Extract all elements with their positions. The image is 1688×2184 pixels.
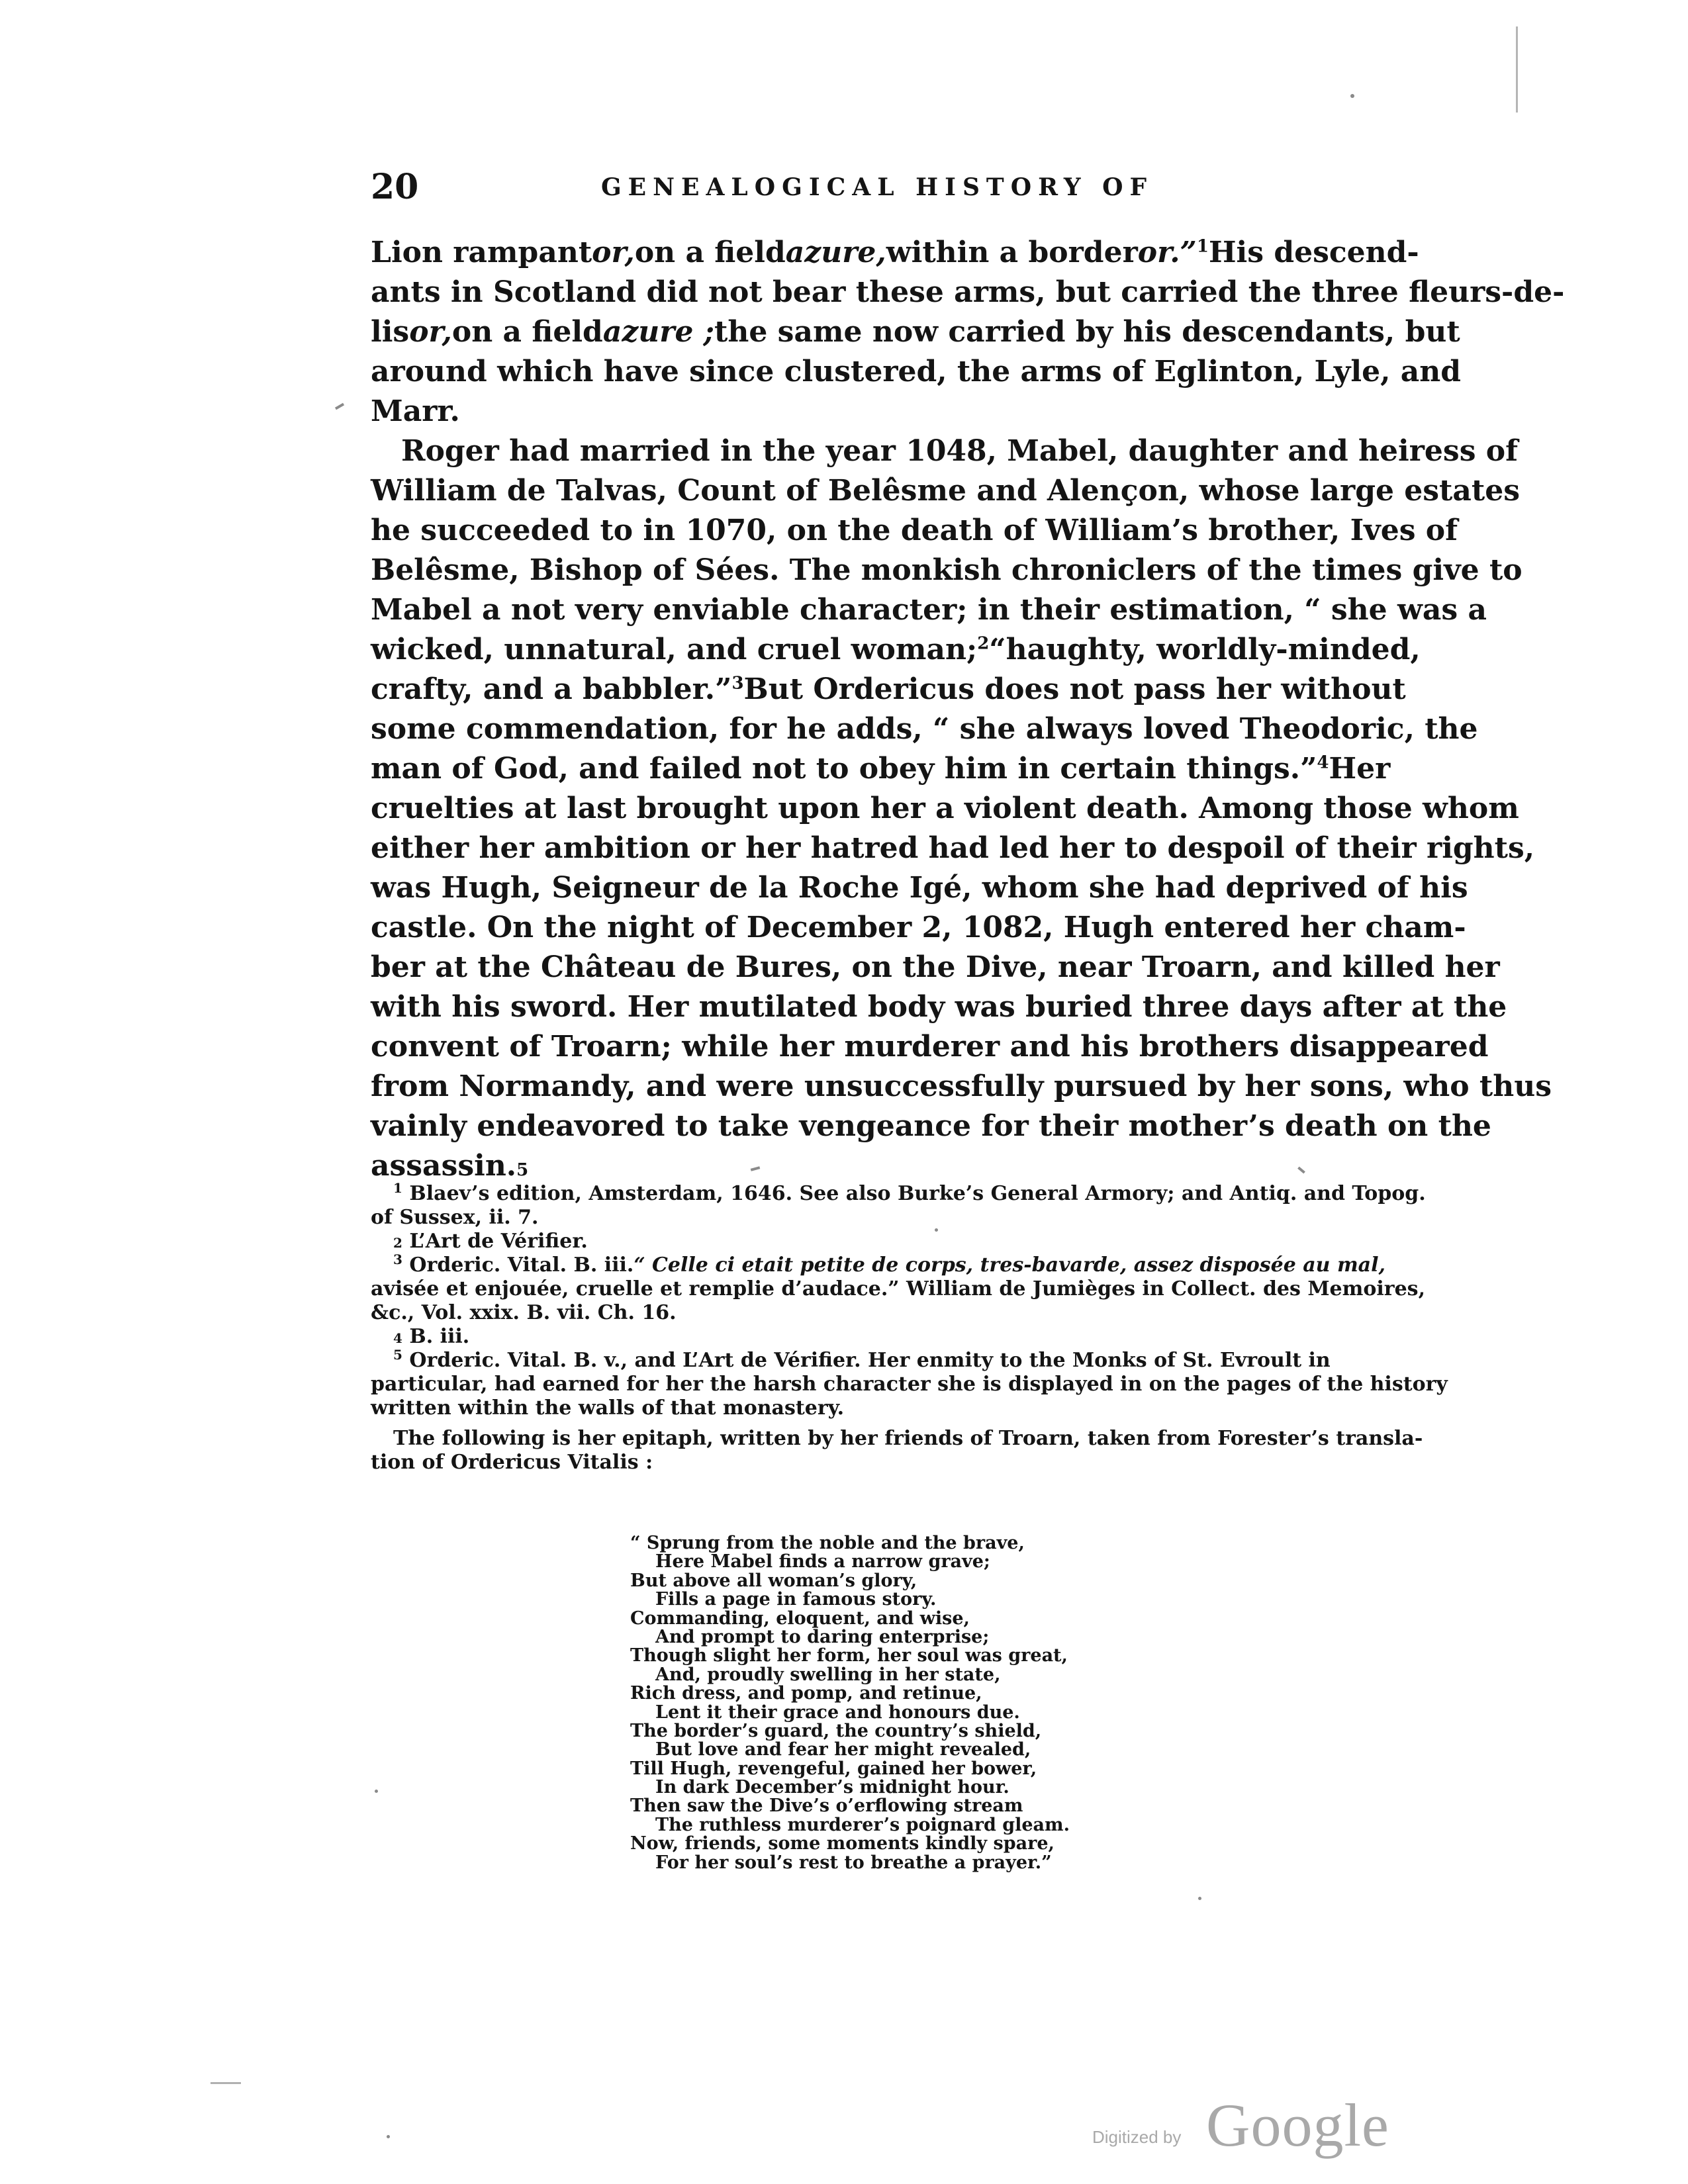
footnote-line: written within the walls of that monastery. bbox=[371, 1396, 845, 1420]
body-line: from Normandy, and were unsuccessfully pursued by her sons, who thus bbox=[371, 1069, 1552, 1103]
word: the same now carried by his descendants, but bbox=[714, 315, 1460, 349]
scan-mark bbox=[1516, 26, 1518, 113]
poem-line: “ Sprung from the noble and the brave, bbox=[630, 1533, 1025, 1553]
footnote-content: B. iii. bbox=[409, 1325, 470, 1348]
poem-line: The border’s guard, the country’s shield, bbox=[630, 1720, 1042, 1741]
body-line: was Hugh, Seigneur de la Roche Igé, whom she had deprived of his bbox=[371, 871, 1468, 905]
scan-mark bbox=[211, 2082, 241, 2084]
word: “haughty, worldly-minded, bbox=[989, 633, 1421, 666]
scan-mark bbox=[935, 1228, 938, 1232]
poem-line: Fills a page in famous story. bbox=[655, 1589, 937, 1610]
body-line: some commendation, for he adds, “ she always loved Theodoric, the bbox=[371, 712, 1478, 746]
footnote-number: 5 bbox=[393, 1347, 402, 1363]
word: within a border bbox=[886, 236, 1138, 269]
footnote-ref: 2 bbox=[977, 633, 990, 654]
scan-mark bbox=[1350, 94, 1354, 98]
italic-term: or, bbox=[592, 236, 635, 269]
body-text bbox=[371, 233, 1565, 1186]
footnote-ref: 1 bbox=[1196, 236, 1209, 257]
word: man of God, and failed not to obey him in certain things.” bbox=[371, 752, 1317, 786]
body-line: convent of Troarn; while her murderer and his brothers disappeared bbox=[371, 1030, 1489, 1064]
word: His descend- bbox=[1208, 236, 1419, 269]
poem-line: And prompt to daring enterprise; bbox=[655, 1626, 990, 1647]
footnote-line: of Sussex, ii. 7. bbox=[371, 1206, 539, 1229]
body-line bbox=[371, 749, 1391, 789]
watermark-digitized-text: Digitized by bbox=[1092, 2127, 1182, 2147]
poem-line: For her soul’s rest to breathe a prayer.” bbox=[655, 1852, 1052, 1873]
body-line: Roger had married in the year 1048, Mabel, daughter and heiress of bbox=[401, 434, 1519, 468]
footnote-ref: 4 bbox=[1317, 752, 1329, 773]
scan-mark bbox=[387, 2135, 390, 2138]
word: crafty, and a babbler.” bbox=[371, 672, 732, 706]
poem-line: Lent it their grace and honours due. bbox=[655, 1702, 1020, 1723]
footnote-line bbox=[371, 1349, 1383, 1373]
poem-line: But above all woman’s glory, bbox=[630, 1570, 917, 1591]
poem-line: Then saw the Dive’s o’erflowing stream bbox=[630, 1796, 1023, 1817]
italic-term: azure ; bbox=[602, 315, 715, 349]
epitaph-intro: The following is her epitaph, written by her friends of Troarn, taken from Forester’s transla- bbox=[393, 1427, 1423, 1450]
word-group bbox=[1138, 233, 1209, 273]
google-watermark bbox=[1092, 2090, 1410, 2163]
poem-line: Here Mabel finds a narrow grave; bbox=[655, 1551, 990, 1572]
footnote-number: 1 bbox=[393, 1180, 402, 1196]
footnote-text bbox=[393, 1253, 633, 1277]
running-head: GENEALOGICAL HISTORY OF bbox=[600, 173, 1154, 201]
body-line: Belêsme, Bishop of Sées. The monkish chroniclers of the times give to bbox=[371, 553, 1523, 587]
footnote-line: 4 B. iii. bbox=[393, 1325, 470, 1348]
word-group bbox=[371, 749, 1329, 789]
body-line: either her ambition or her hatred had led her to despoil of their rights, bbox=[371, 831, 1535, 865]
scan-mark bbox=[1198, 1897, 1201, 1900]
footnote-text bbox=[393, 1182, 1426, 1206]
word: assassin. bbox=[371, 1149, 517, 1183]
word-group bbox=[371, 670, 744, 709]
word: lis bbox=[371, 315, 410, 349]
word: Her bbox=[1329, 752, 1391, 786]
poem-line: Now, friends, some moments kindly spare, bbox=[630, 1833, 1055, 1854]
word: on a field bbox=[451, 315, 603, 349]
footnote-line: 2 L’Art de Vérifier. bbox=[393, 1230, 588, 1253]
footnote-content: Orderic. Vital. B. iii. bbox=[409, 1253, 634, 1277]
poem-line: Commanding, eloquent, and wise, bbox=[630, 1608, 970, 1629]
body-line: castle. On the night of December 2, 1082, Hugh entered her cham- bbox=[371, 911, 1466, 944]
word: wicked, unnatural, and cruel woman; bbox=[371, 633, 978, 666]
footnote-line: &c., Vol. xxix. B. vii. Ch. 16. bbox=[371, 1301, 677, 1324]
epitaph-intro: tion of Ordericus Vitalis : bbox=[371, 1451, 653, 1474]
body-line: assassin. 5 bbox=[371, 1146, 1383, 1186]
poem-line: The ruthless murderer’s poignard gleam. bbox=[655, 1814, 1070, 1835]
footnote-content: Orderic. Vital. B. v., and L’Art de Vérifier. Her enmity to the Monks of St. Evroult in bbox=[409, 1349, 1331, 1372]
body-line bbox=[371, 670, 1406, 709]
footnotes bbox=[371, 1180, 1448, 1475]
poem-line: Till Hugh, revengeful, gained her bower, bbox=[630, 1758, 1037, 1779]
word: Lion rampant bbox=[371, 236, 592, 269]
scan-mark bbox=[335, 403, 344, 410]
body-line: Mabel a not very enviable character; in their estimation, “ she was a bbox=[371, 593, 1487, 627]
italic-term: azure, bbox=[785, 236, 886, 269]
body-line: vainly endeavored to take vengeance for their mother’s death on the bbox=[371, 1109, 1491, 1143]
footnote-quote: “ Celle ci etait petite de corps, tres-bavarde, assez disposée au mal, bbox=[633, 1253, 1385, 1277]
footnote-line: particular, had earned for her the harsh character she is displayed in on the pages of the history bbox=[371, 1373, 1448, 1396]
footnote-line bbox=[371, 1180, 1426, 1206]
page-header bbox=[371, 164, 1383, 210]
body-line bbox=[371, 233, 1419, 273]
poem-line: But love and fear her might revealed, bbox=[655, 1739, 1031, 1760]
footnote-line: avisée et enjouée, cruelle et remplie d’audace.” William de Jumièges in Collect. des Memoires, bbox=[371, 1277, 1426, 1300]
body-line: ants in Scotland did not bear these arms, but carried the three fleurs-de- bbox=[371, 275, 1565, 309]
poem-line: Rich dress, and pomp, and retinue, bbox=[630, 1683, 982, 1704]
body-line: ber at the Château de Bures, on the Dive, near Troarn, and killed her bbox=[371, 950, 1500, 984]
footnote-number: 3 bbox=[393, 1251, 402, 1267]
page-number: 20 bbox=[371, 167, 419, 207]
body-line: with his sword. Her mutilated body was buried three days after at the bbox=[371, 990, 1507, 1024]
word: on a field bbox=[634, 236, 786, 269]
epitaph-poem bbox=[630, 1534, 1226, 1872]
body-line bbox=[371, 312, 1460, 352]
italic-term: or.” bbox=[1137, 236, 1197, 269]
poem-line: Though slight her form, her soul was great, bbox=[630, 1645, 1068, 1666]
footnote-line bbox=[371, 1253, 1383, 1277]
body-line: cruelties at last brought upon her a violent death. Among those whom bbox=[371, 792, 1519, 825]
body-line: he succeeded to in 1070, on the death of William’s brother, Ives of bbox=[371, 514, 1458, 547]
italic-term: or, bbox=[409, 315, 452, 349]
body-line: Marr. bbox=[371, 394, 460, 428]
footnote-ref: 3 bbox=[731, 673, 744, 694]
footnote-content: L’Art de Vérifier. bbox=[409, 1230, 588, 1253]
google-logo-text: Google bbox=[1206, 2091, 1389, 2159]
footnote-content: Blaev’s edition, Amsterdam, 1646. See also Burke’s General Armory; and Antiq. and Topog. bbox=[409, 1182, 1426, 1205]
word-group bbox=[371, 630, 989, 670]
body-line: William de Talvas, Count of Belêsme and Alençon, whose large estates bbox=[371, 474, 1520, 508]
poem-line: And, proudly swelling in her state, bbox=[655, 1664, 1001, 1685]
word: But Ordericus does not pass her without bbox=[743, 672, 1406, 706]
body-line: around which have since clustered, the arms of Eglinton, Lyle, and bbox=[371, 355, 1462, 388]
poem-line: In dark December’s midnight hour. bbox=[655, 1777, 1009, 1798]
scan-mark bbox=[375, 1790, 378, 1793]
footnote-text bbox=[393, 1349, 1331, 1373]
body-line bbox=[371, 630, 1421, 670]
